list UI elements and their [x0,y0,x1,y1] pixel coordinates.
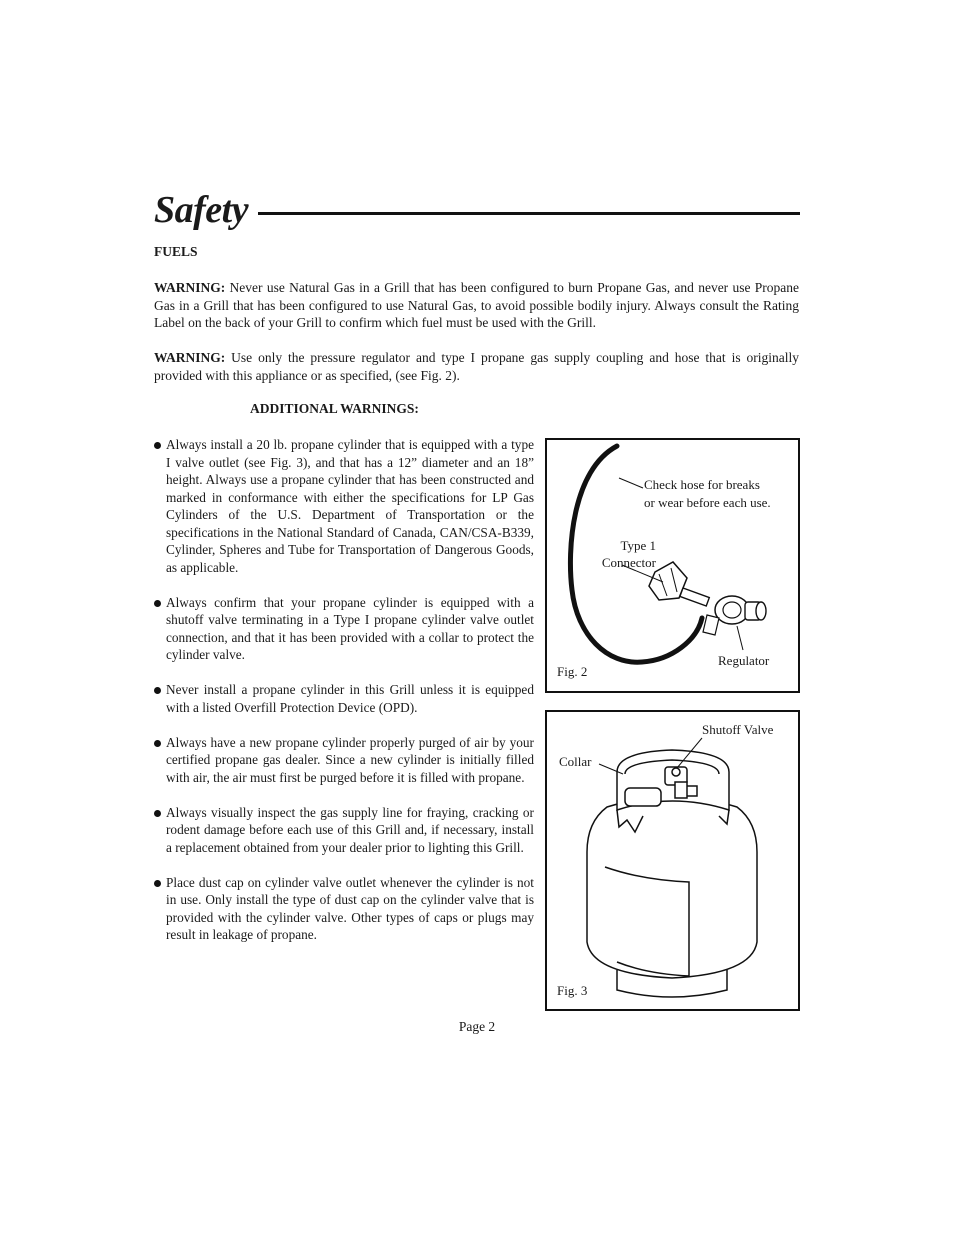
additional-warnings-heading: ADDITIONAL WARNINGS: [250,401,419,416]
warning-paragraph-1 [154,279,799,332]
type-1-connector-icon [649,562,709,606]
connector-label: Type 1 Connector [601,538,656,570]
regulator-label: Regulator [718,653,770,668]
warning-text: Never use Natural Gas in a Grill that has been configured to burn Propane Gas, and never use Propane Gas in a Grill that has been configured to use Natural Gas, to avoid possible bodily injury. Always consult the Rating Label on the back of your Grill to confirm which fuel must be used with the Grill. [154,280,799,331]
shutoff-valve-label: Shutoff Valve [702,722,774,737]
list-item: Always visually inspect the gas supply line for fraying, cracking or rodent damage before each use of this Grill and, if necessary, install a replacement obtained from your dealer prior to lighting this Grill. [154,804,534,857]
figure-2 [545,438,800,693]
warning-text: Use only the pressure regulator and type I propane gas supply coupling and hose that is originally provided with this appliance or as specified, (see Fig. 2). [154,350,799,383]
figure-3 [545,710,800,1011]
warning-label: WARNING: [154,350,226,365]
bullet-icon [154,600,161,607]
cylinder-body [587,797,757,978]
figure-caption: Fig. 3 [557,983,588,998]
figure-caption: Fig. 2 [557,664,588,679]
list-item: Place dust cap on cylinder valve outlet whenever the cylinder is not in use. Only install the type of dust cap on the cylinder valve that is provided with the cylinder valve. Other types of caps or plugs may result in leakage of propane. [154,874,534,944]
page-title: Safety [154,189,249,231]
warning-label: WARNING: [154,280,226,295]
bullet-icon [154,442,161,449]
fuels-heading: FUELS [154,244,198,259]
bullet-icon [154,740,161,747]
regulator-icon [703,596,766,635]
collar-handle-hole [625,788,661,806]
title-rule [258,212,800,215]
list-item: Always install a 20 lb. propane cylinder that is equipped with a type I valve outlet (see Fig. 3), and that has a 12” diameter and an 18” height. Always use a propane cylinder that has been constructed and marked in conformance with either the specifications for LP Gas Cylinders of the U.S. Department of Transportation or the specifications in the National Standard of Canada, CAN/CSA-B339, Cylinder, Spheres and Tube for Transportation of Dangerous Goods, as applicable. [154,436,534,576]
list-item: Always have a new propane cylinder properly purged of air by your certified propane gas dealer. Since a new cylinder is initially filled with air, the air must first be purged before it is filled with propane. [154,734,534,787]
hose-label: Check hose for breaks or wear before each use. [644,477,771,510]
page-number: Page 2 [458,1019,496,1034]
bullet-icon [154,880,161,887]
collar-label: Collar [559,754,592,769]
warning-paragraph-2 [154,349,799,384]
bullet-icon [154,687,161,694]
warning-bullet-list [154,436,534,961]
list-item: Always confirm that your propane cylinder is equipped with a shutoff valve terminating in a Type I propane cylinder valve outlet connection, and that it has been provided with a collar to protect the cylinder valve. [154,594,534,664]
list-item: Never install a propane cylinder in this Grill unless it is equipped with a listed Overfill Protection Device (OPD). [154,681,534,716]
regulator-leader-line [737,626,743,650]
bullet-icon [154,810,161,817]
hose-leader-line [619,478,643,488]
